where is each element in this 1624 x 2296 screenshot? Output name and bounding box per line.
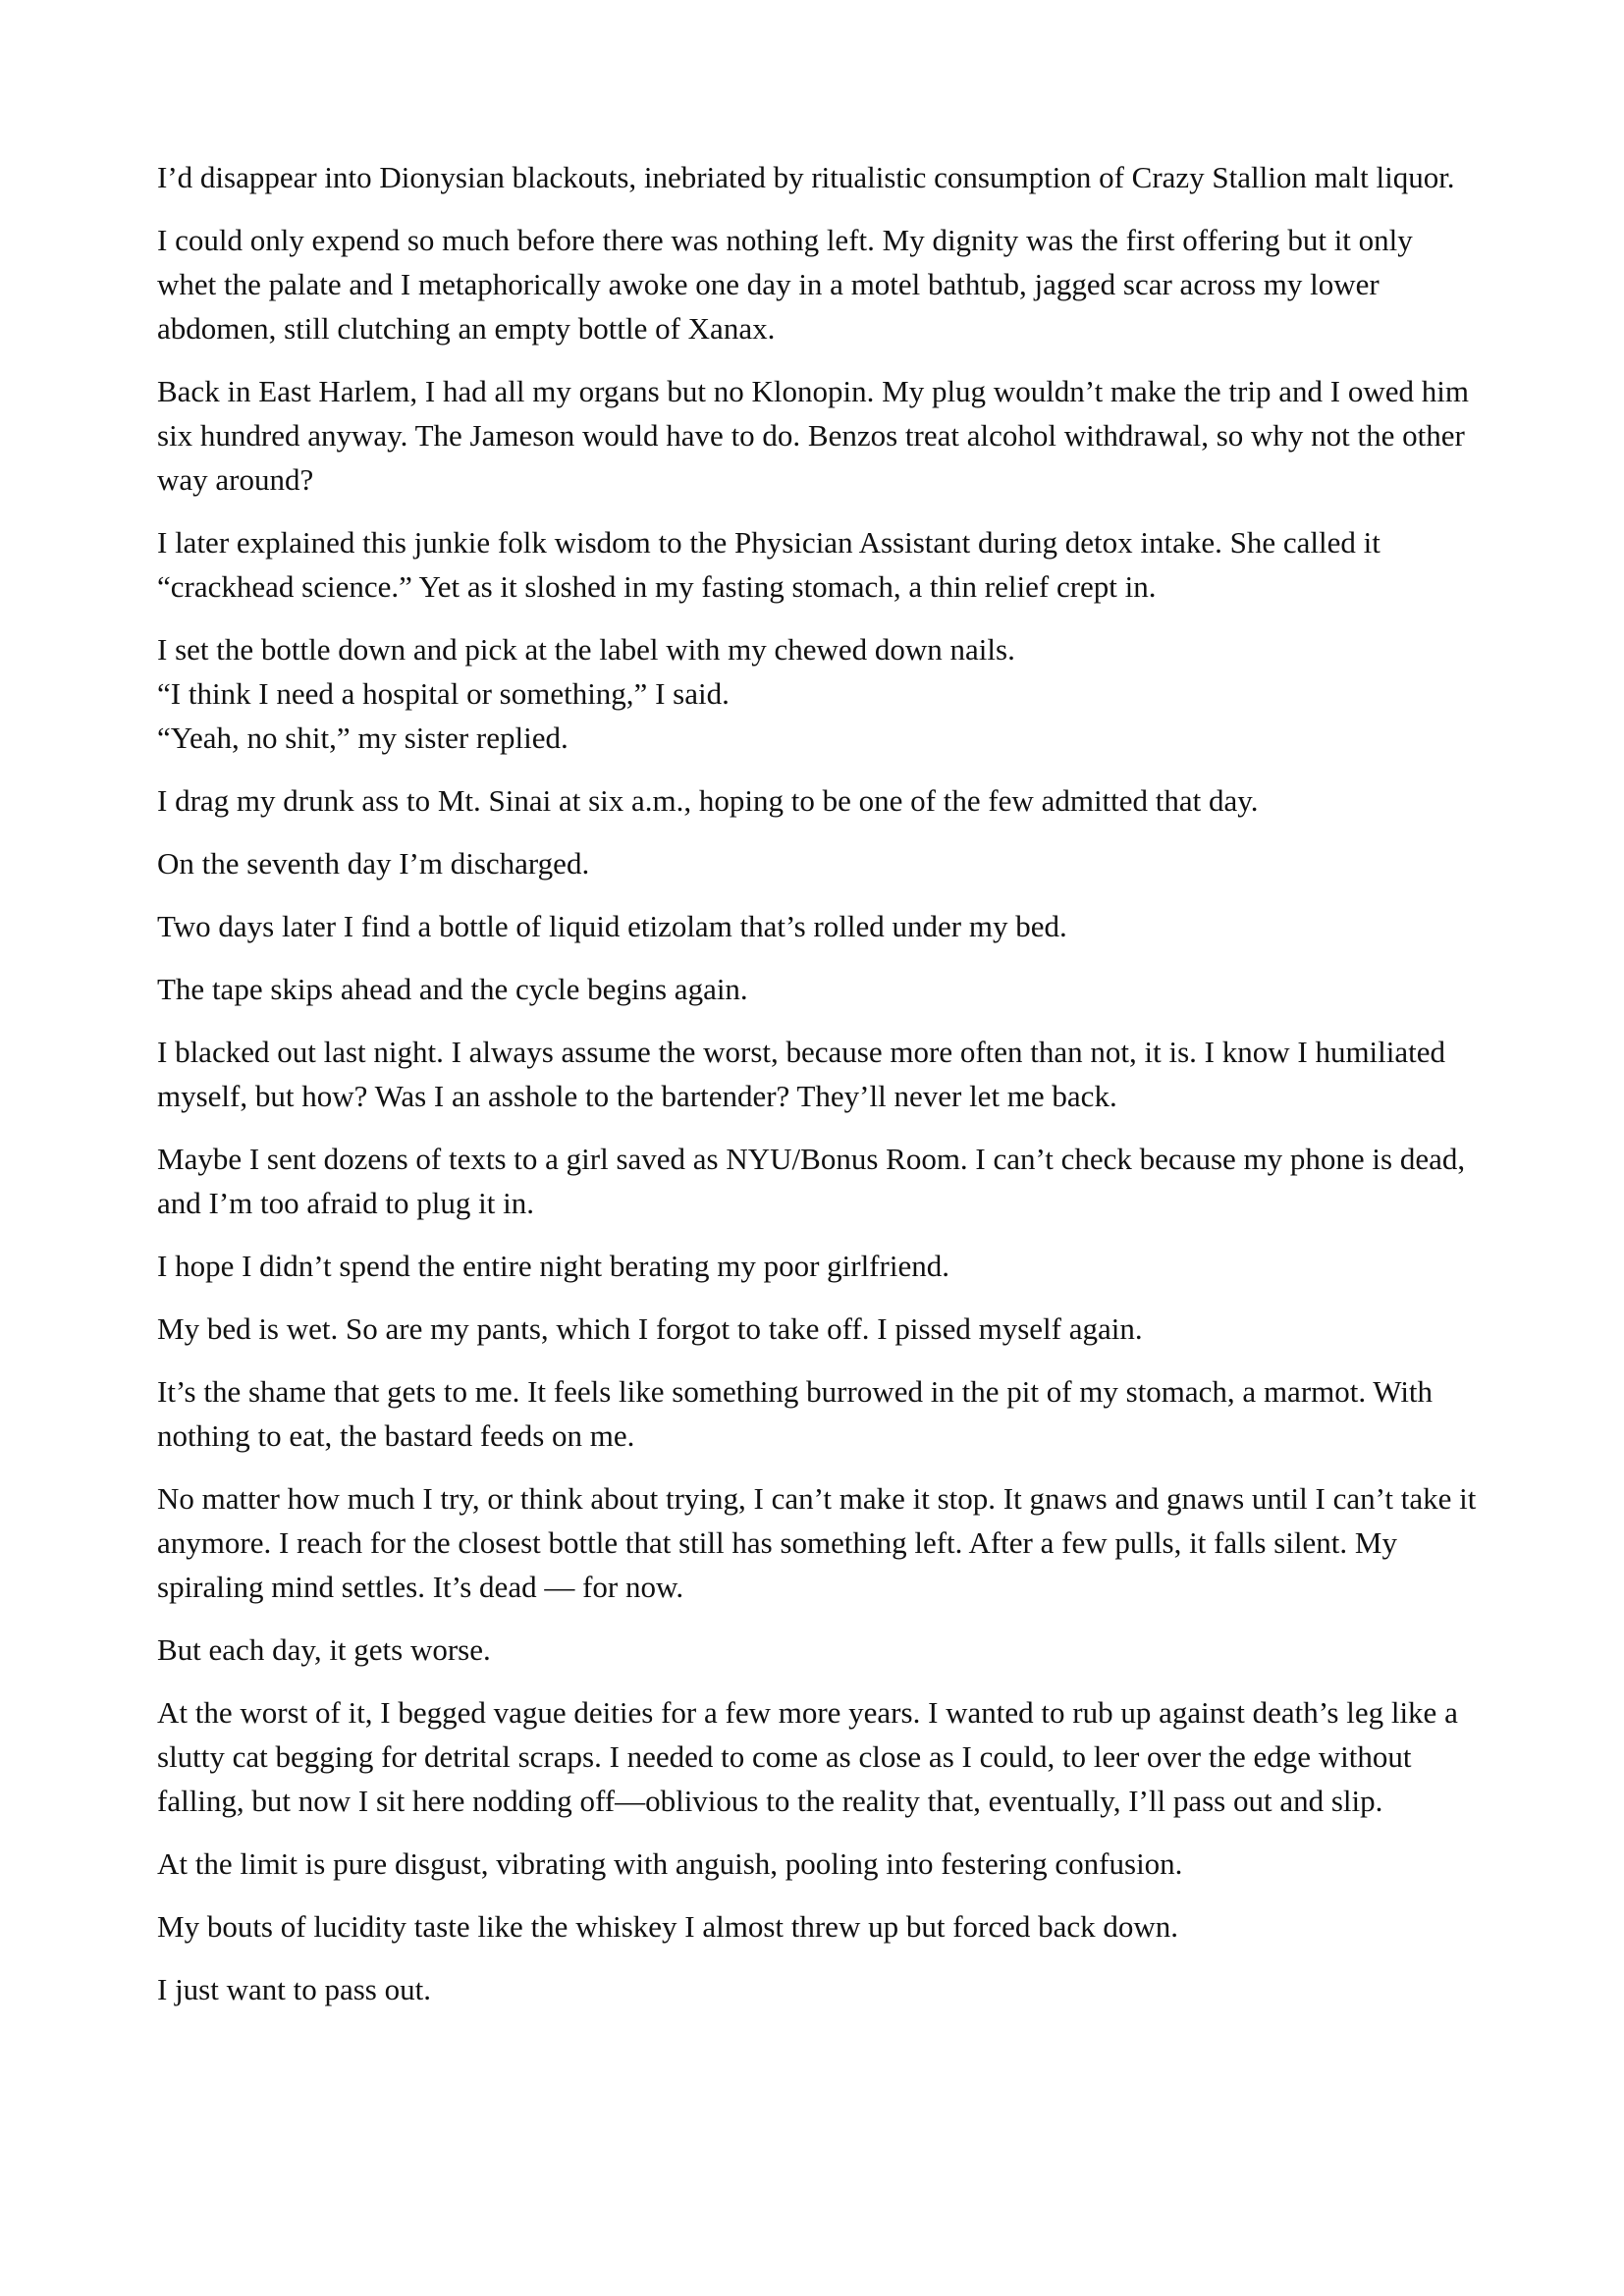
paragraph-blackouts: I’d disappear into Dionysian blackouts, inebriated by ritualistic consumption of Crazy Stallion malt liquor. <box>157 160 1455 194</box>
paragraph-worst-of-it: At the worst of it, I begged vague deities for a few more years. I wanted to rub up against death’s leg like a slutty cat begging for detrital scraps. I needed to come as close as I could, to leer over the edge without falling, but now I sit here nodding off—oblivious to the reality that, eventually, I’ll pass out and slip. <box>157 1695 1458 1818</box>
paragraph-east-harlem: Back in East Harlem, I had all my organs but no Klonopin. My plug wouldn’t make the trip and I owed him six hundred anyway. The Jameson would have to do. Benzos treat alcohol withdrawal, so why not the other way around? <box>157 374 1469 497</box>
paragraph-dignity: I could only expend so much before there was nothing left. My dignity was the first offering but it only whet the palate and I metaphorically awoke one day in a motel bathtub, jagged scar across my lower abdomen, still clutching an empty bottle of Xanax. <box>157 223 1413 346</box>
document-page <box>157 155 1478 2030</box>
paragraph-etizolam: Two days later I find a bottle of liquid etizolam that’s rolled under my bed. <box>157 909 1067 943</box>
paragraph-discharged: On the seventh day I’m discharged. <box>157 846 590 881</box>
paragraph-dialogue <box>157 627 1478 760</box>
paragraph-no-matter: No matter how much I try, or think about trying, I can’t make it stop. It gnaws and gnaws until I can’t take it anymore. I reach for the closest bottle that still has something left. After a few pulls, it falls silent. My spiraling mind settles. It’s dead — for now. <box>157 1481 1477 1604</box>
paragraph-tape-skips: The tape skips ahead and the cycle begins again. <box>157 972 748 1006</box>
paragraph-mt-sinai: I drag my drunk ass to Mt. Sinai at six a.m., hoping to be one of the few admitted that day. <box>157 783 1259 818</box>
dialogue-line: “I think I need a hospital or something,” I said. <box>157 676 730 711</box>
paragraph-limit: At the limit is pure disgust, vibrating with anguish, pooling into festering confusion. <box>157 1846 1183 1881</box>
paragraph-blacked-out: I blacked out last night. I always assume the worst, because more often than not, it is. I know I humiliated myself, but how? Was I an asshole to the bartender? They’ll never let me back. <box>157 1035 1446 1113</box>
dialogue-line: “Yeah, no shit,” my sister replied. <box>157 721 568 755</box>
paragraph-each-day: But each day, it gets worse. <box>157 1632 491 1667</box>
dialogue-line: I set the bottle down and pick at the label with my chewed down nails. <box>157 632 1015 667</box>
paragraph-texts: Maybe I sent dozens of texts to a girl saved as NYU/Bonus Room. I can’t check because my phone is dead, and I’m too afraid to plug it in. <box>157 1142 1466 1220</box>
paragraph-lucidity: My bouts of lucidity taste like the whiskey I almost threw up but forced back down. <box>157 1909 1179 1944</box>
paragraph-detox-intake: I later explained this junkie folk wisdom to the Physician Assistant during detox intake. She called it “crackhead science.” Yet as it sloshed in my fasting stomach, a thin relief crept in. <box>157 525 1380 604</box>
paragraph-pass-out: I just want to pass out. <box>157 1972 431 2006</box>
paragraph-girlfriend: I hope I didn’t spend the entire night berating my poor girlfriend. <box>157 1249 949 1283</box>
paragraph-shame: It’s the shame that gets to me. It feels like something burrowed in the pit of my stomach, a marmot. With nothing to eat, the bastard feeds on me. <box>157 1374 1434 1453</box>
paragraph-bed-wet: My bed is wet. So are my pants, which I forgot to take off. I pissed myself again. <box>157 1311 1143 1346</box>
